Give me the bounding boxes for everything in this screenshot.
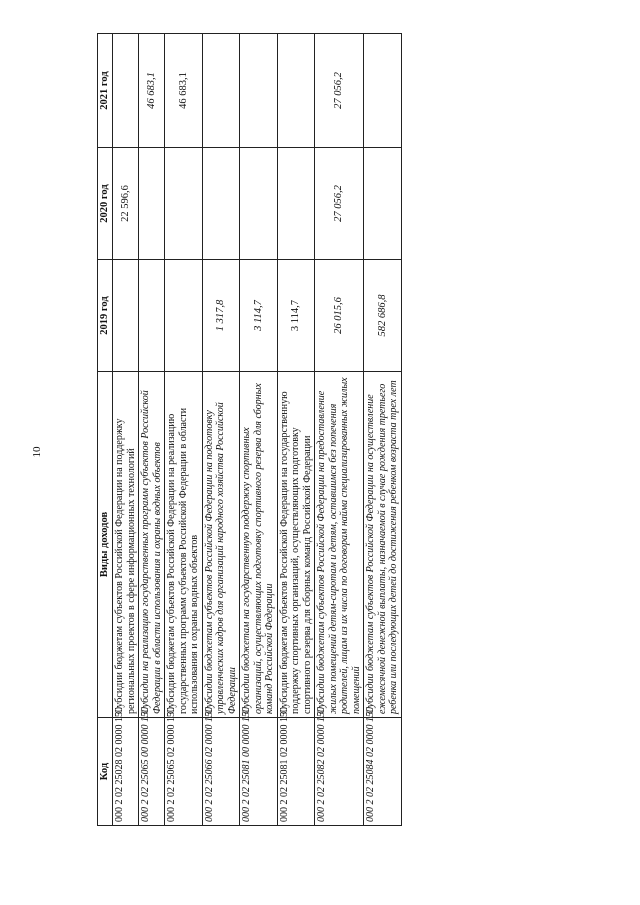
row-value-2021: 46 683,1 [165, 34, 203, 148]
row-code: 000 2 02 25081 00 0000 150 [240, 718, 278, 826]
row-value-2020 [202, 148, 240, 260]
row-code: 000 2 02 25065 00 0000 150 [139, 718, 165, 826]
revenue-table [97, 33, 402, 826]
row-value-2021: 27 056,2 [315, 34, 364, 148]
row-value-2020 [364, 148, 402, 260]
row-value-2020: 22 596,6 [113, 148, 139, 260]
table-row [113, 34, 139, 826]
row-value-2019: 3 114,7 [277, 260, 315, 372]
row-code: 000 2 02 25065 02 0000 150 [165, 718, 203, 826]
row-code: 000 2 02 25081 02 0000 150 [277, 718, 315, 826]
row-name: Субсидии бюджетам субъектов Российской Федерации на реализацию государственных программ субъектов Российской Федерации в области использования и охраны водных объектов [165, 372, 203, 718]
revenue-table-container [97, 34, 527, 826]
row-code: 000 2 02 25028 02 0000 150 [113, 718, 139, 826]
row-value-2020 [240, 148, 278, 260]
row-value-2020 [139, 148, 165, 260]
row-value-2020 [165, 148, 203, 260]
table-header-row [98, 34, 113, 826]
row-value-2021 [240, 34, 278, 148]
row-name: Субсидии бюджетам субъектов Российской Федерации на подготовку управленческих кадров для организаций народного хозяйства Российской Федерации [202, 372, 240, 718]
row-value-2019 [165, 260, 203, 372]
table-row [165, 34, 203, 826]
header-2021: 2021 год [98, 34, 113, 148]
row-value-2020: 27 056,2 [315, 148, 364, 260]
row-code: 000 2 02 25084 02 0000 150 [364, 718, 402, 826]
row-value-2019: 1 317,8 [202, 260, 240, 372]
header-2019: 2019 год [98, 260, 113, 372]
row-name: Субсидии бюджетам субъектов Российской Федерации на государственную поддержку спортивных организаций, осуществляющих подготовку спортивного резерва для сборных команд Российской Федерации [277, 372, 315, 718]
table-body [113, 34, 402, 826]
row-value-2019 [113, 260, 139, 372]
table-row [364, 34, 402, 826]
row-value-2021 [202, 34, 240, 148]
row-value-2019: 582 686,8 [364, 260, 402, 372]
table-row [139, 34, 165, 826]
table-row [277, 34, 315, 826]
table-row [315, 34, 364, 826]
row-name: Субсидии бюджетам на государственную поддержку спортивных организаций, осуществляющих подготовку спортивного резерва для сборных команд Российской Федерации [240, 372, 278, 718]
table-row [202, 34, 240, 826]
row-code: 000 2 02 25066 02 0000 150 [202, 718, 240, 826]
row-name: Субсидии бюджетам субъектов Российской Федерации на осуществление ежемесячной денежной выплаты, назначаемой в случае рождения третьего ребенка или последующих детей до достижения ребенком возраста трех лет [364, 372, 402, 718]
row-value-2020 [277, 148, 315, 260]
row-value-2021: 46 683,1 [139, 34, 165, 148]
header-code: Код [98, 718, 113, 826]
row-value-2019: 26 015,6 [315, 260, 364, 372]
table-row [240, 34, 278, 826]
page-number: 10 [31, 446, 43, 458]
header-name: Виды доходов [98, 372, 113, 718]
row-value-2021 [277, 34, 315, 148]
row-value-2021 [364, 34, 402, 148]
row-value-2021 [113, 34, 139, 148]
header-2020: 2020 год [98, 148, 113, 260]
row-name: Субсидии на реализацию государственных программ субъектов Российской Федерации в области использования и охраны водных объектов [139, 372, 165, 718]
row-name: Субсидии бюджетам субъектов Российской Федерации на поддержку региональных проектов в сфере информационных технологий [113, 372, 139, 718]
row-value-2019: 3 114,7 [240, 260, 278, 372]
row-name: Субсидии бюджетам субъектов Российской Федерации на предоставление жилых помещений детям-сиротам и детям, оставшимся без попечения родителей, лицам из их числа по договорам найма специализированных жилых помещений [315, 372, 364, 718]
row-code: 000 2 02 25082 02 0000 150 [315, 718, 364, 826]
row-value-2019 [139, 260, 165, 372]
